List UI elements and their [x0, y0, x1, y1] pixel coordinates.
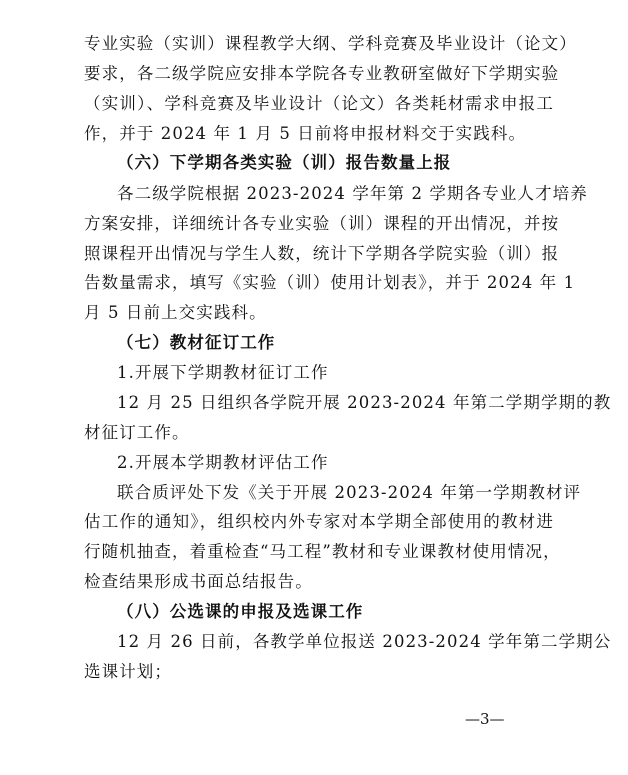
paragraph-line: 联合质评处下发《关于开展 2023-2024 年第一学期教材评 — [117, 483, 582, 502]
paragraph-line: 专业实验（实训）课程教学大纲、学科竞赛及毕业设计（论文） — [84, 34, 577, 53]
paragraph-line: 12 月 26 日前，各教学单位报送 2023-2024 学年第二学期公 — [117, 632, 612, 651]
paragraph-line: 检查结果形成书面总结报告。 — [84, 572, 313, 591]
paragraph-line: 估工作的通知》，组织校内外专家对本学期全部使用的教材进 — [84, 512, 554, 531]
paragraph-line: 选课计划； — [84, 662, 172, 681]
section-heading-six: （六）下学期各类实验（训）报告数量上报 — [117, 153, 452, 172]
paragraph-line: 月 5 日前上交实践科。 — [84, 303, 267, 322]
page-number: —3— — [465, 710, 505, 728]
paragraph-line: 作，并于 2024 年 1 月 5 日前将申报材料交于实践科。 — [84, 124, 527, 143]
section-heading-eight: （八）公选课的申报及选课工作 — [117, 602, 364, 621]
paragraph-line: 照课程开出情况与学生人数，统计下学期各学院实验（训）报 — [84, 244, 560, 263]
subsection-heading: 1.开展下学期教材征订工作 — [117, 363, 329, 382]
paragraph-line: 行随机抽查，着重检查“马工程”教材和专业课教材使用情况， — [84, 542, 561, 561]
paragraph-line: 各二级学院根据 2023-2024 学年第 2 学期各专业人才培养 — [117, 184, 588, 203]
paragraph-line: 方案安排，详细统计各专业实验（训）课程的开出情况，并按 — [84, 214, 560, 233]
paragraph-line: 告数量需求，填写《实验（训）使用计划表》，并于 2024 年 1 — [84, 273, 576, 292]
subsection-heading: 2.开展本学期教材评估工作 — [117, 453, 329, 472]
section-heading-seven: （七）教材征订工作 — [117, 333, 276, 352]
paragraph-line: 材征订工作。 — [84, 423, 190, 442]
paragraph-line: 要求，各二级学院应安排本学院各专业教研室做好下学期实验 — [84, 64, 560, 83]
paragraph-line: （实训）、学科竞赛及毕业设计（论文）各类耗材需求申报工 — [84, 94, 554, 113]
paragraph-line: 12 月 25 日组织各学院开展 2023-2024 年第二学期学期的教 — [117, 393, 612, 412]
